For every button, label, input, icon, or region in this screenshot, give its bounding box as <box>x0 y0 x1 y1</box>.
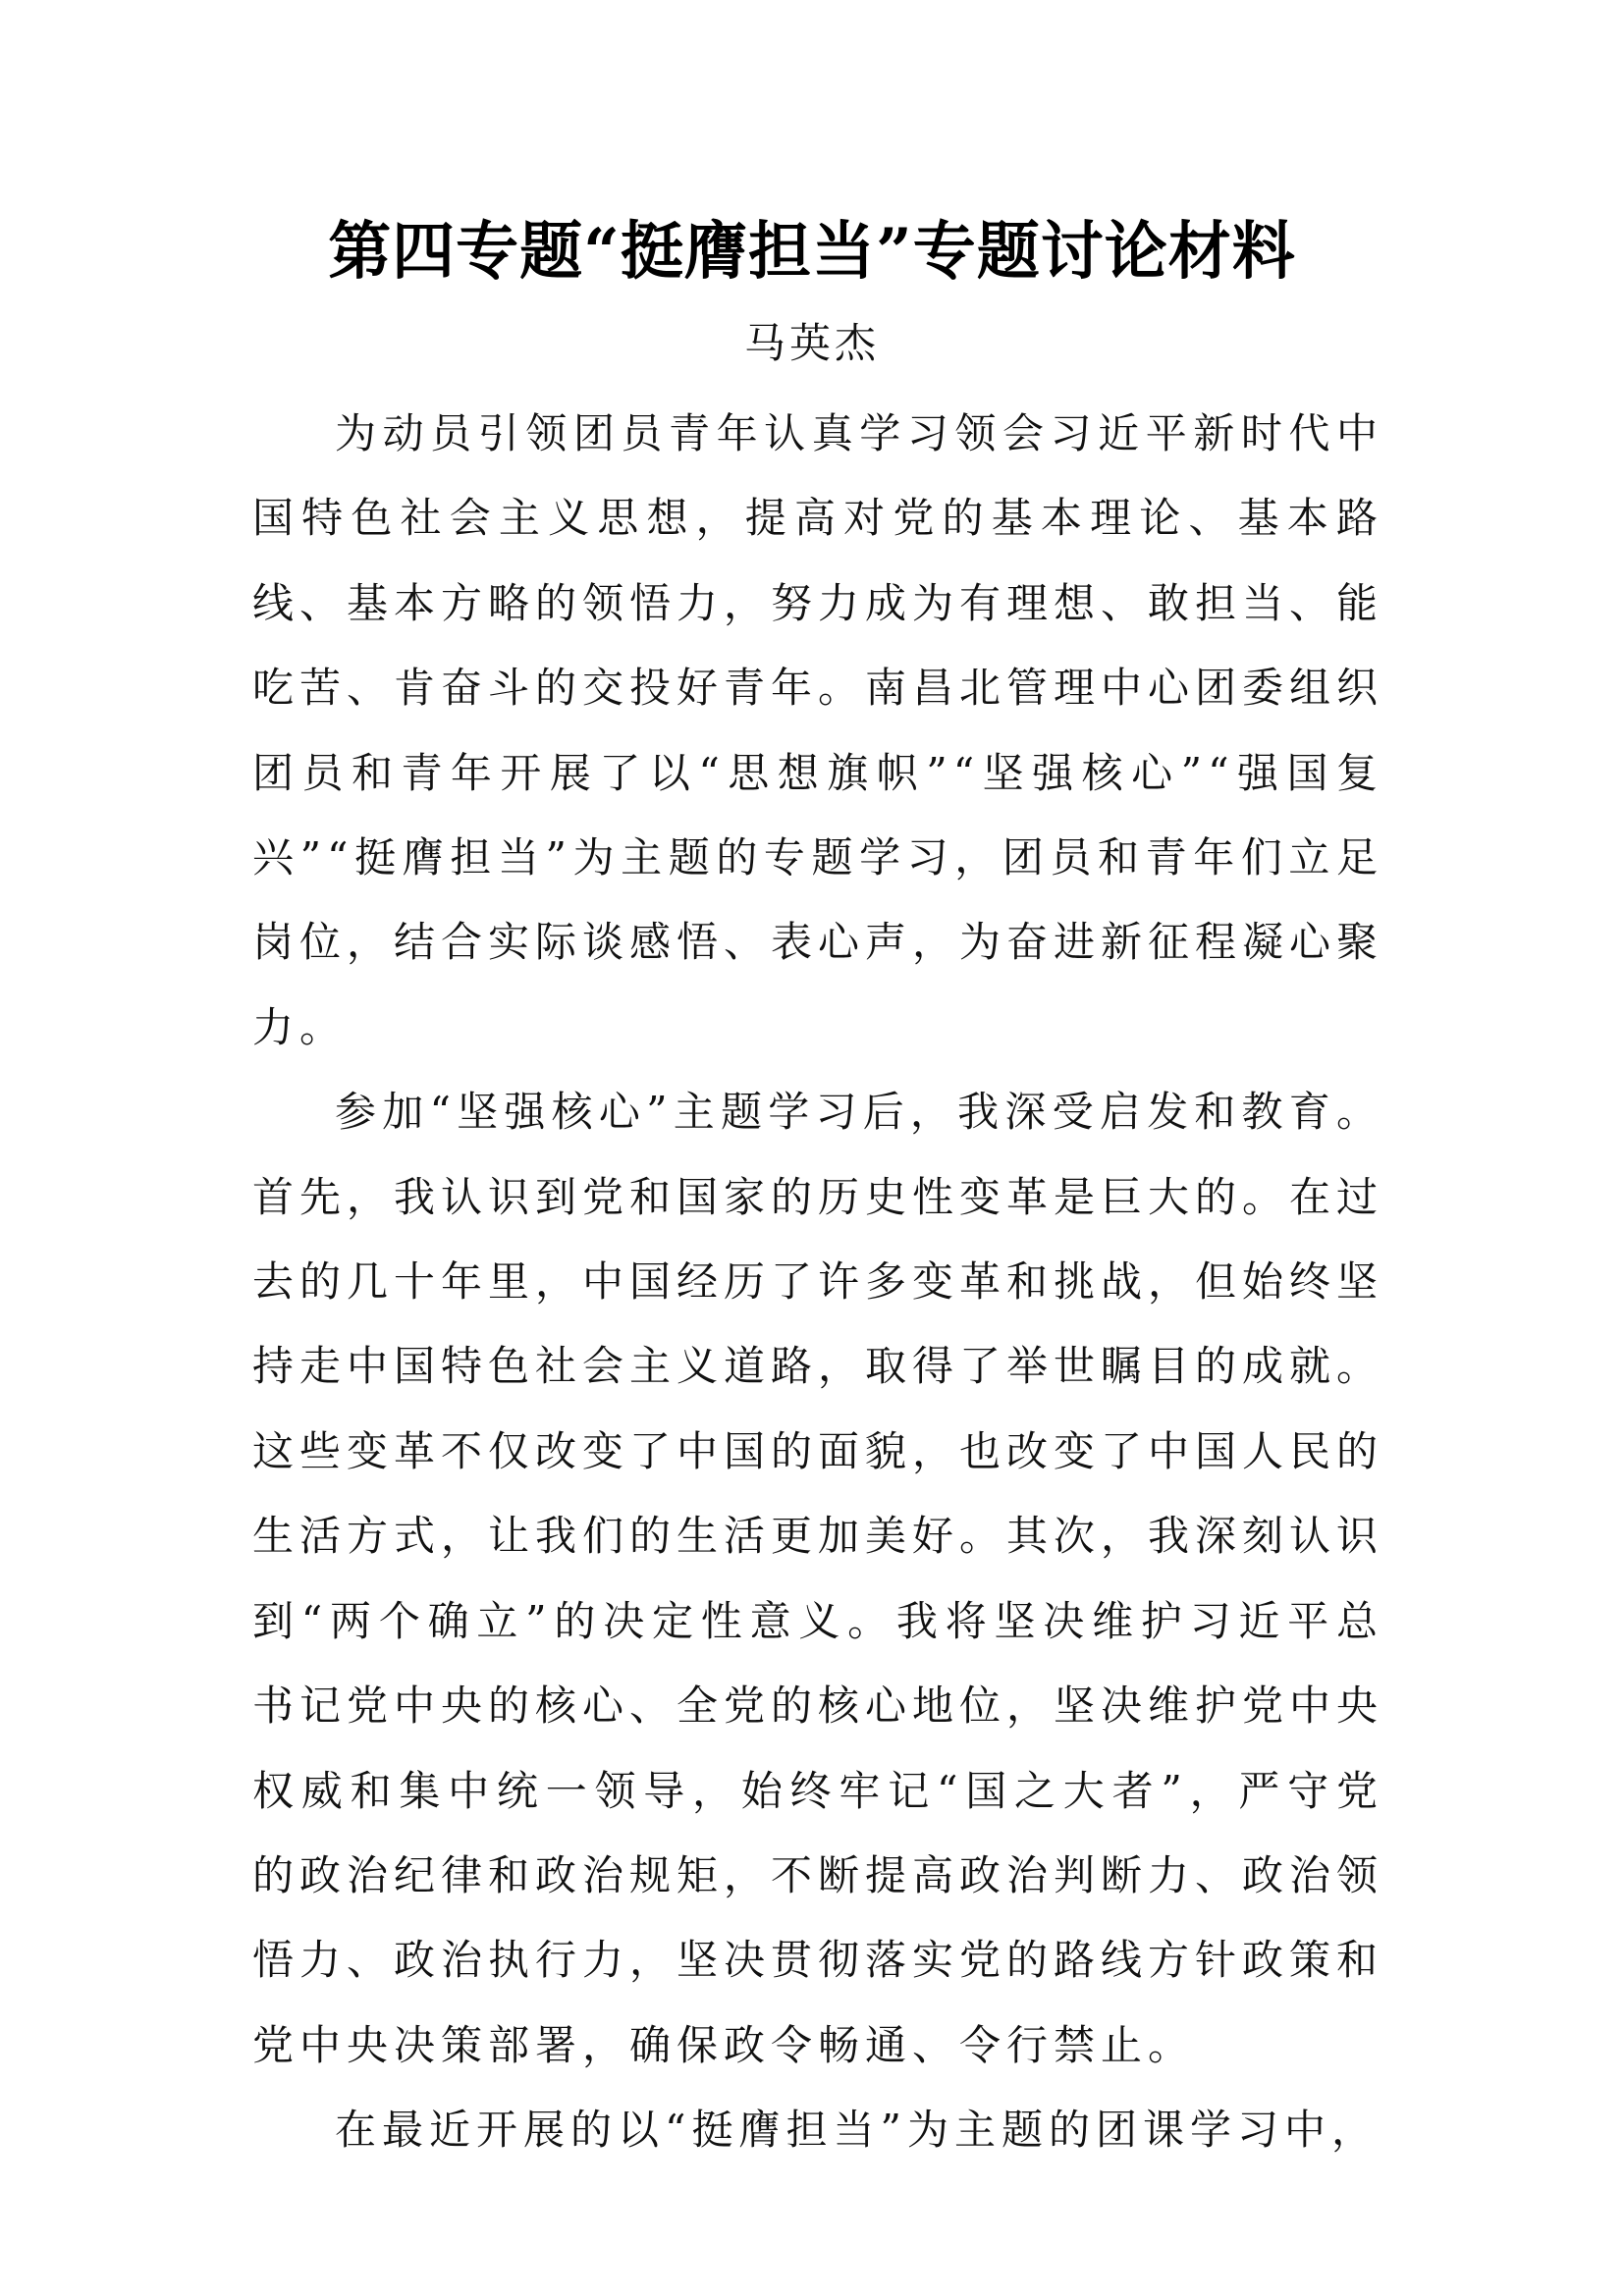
paragraph: 为动员引领团员青年认真学习领会习近平新时代中国特色社会主义思想，提高对党的基本理论、基本路线、基本方略的领悟力，努力成为有理想、敢担当、能吃苦、肯奋斗的交投好青年。南昌北管理中心团委组织团员和青年开展了以“思想旗帜”“坚强核心”“强国复兴”“挺膺担当”为主题的专题学习，团员和青年们立足岗位，结合实际谈感悟、表心声，为奋进新征程凝心聚力。 <box>252 409 1384 1051</box>
document-body <box>252 392 1383 2173</box>
author-name: 马英杰 <box>743 319 880 367</box>
paragraph: 参加“坚强核心”主题学习后，我深受启发和教育。首先，我认识到党和国家的历史性变革是巨大的。在过去的几十年里，中国经历了许多变革和挑战，但始终坚持走中国特色社会主义道路，取得了举世瞩目的成就。这些变革不仅改变了中国的面貌，也改变了中国人民的生活方式，让我们的生活更加美好。其次，我深刻认识到“两个确立”的决定性意义。我将坚决维护习近平总书记党中央的核心、全党的核心地位，坚决维护党中央权威和集中统一领导，始终牢记“国之大者”，严守党的政治纪律和政治规矩，不断提高政治判断力、政治领悟力、政治执行力，坚决贯彻落实党的路线方针政策和党中央决策部署，确保政令畅通、令行禁止。 <box>252 1088 1384 2069</box>
document-title: 第四专题“挺膺担当”专题讨论材料 <box>328 215 1296 289</box>
paragraph: 在最近开展的以“挺膺担当”为主题的团课学习中， <box>335 2106 1379 2155</box>
